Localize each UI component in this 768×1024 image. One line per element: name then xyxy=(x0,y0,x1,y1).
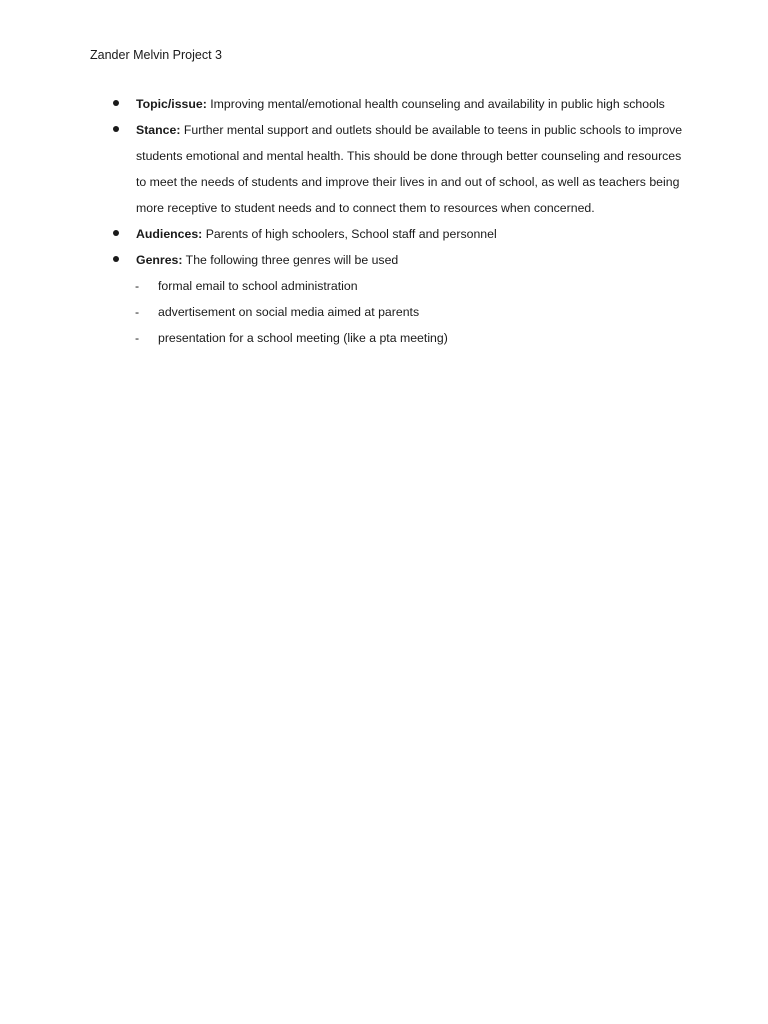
bullet-audiences xyxy=(0,221,684,247)
bullet-dot-icon xyxy=(113,230,119,236)
dash-marker: - xyxy=(135,305,140,319)
dash-marker: - xyxy=(135,279,140,293)
bullet-text: Parents of high schoolers, School staff and personnel xyxy=(202,227,497,241)
genre-text: formal email to school administration xyxy=(158,279,358,293)
bullet-label: Stance: xyxy=(136,123,181,137)
genre-item xyxy=(0,299,684,325)
bullet-text: Improving mental/emotional health counseling and availability in public high schools xyxy=(206,97,665,111)
bullet-text: Further mental support and outlets should be available to teens in public schools to improve students emotional and mental health. This should be done through better counseling and resources to meet the needs of students and improve their lives in and out of school, as well as teachers being more receptive to student needs and to connect them to resources when concerned. xyxy=(136,123,683,215)
bullet-dot-icon xyxy=(113,256,119,262)
genre-text: presentation for a school meeting (like a pta meeting) xyxy=(158,331,448,345)
genre-text: advertisement on social media aimed at parents xyxy=(158,305,420,319)
bullet-label: Genres: xyxy=(136,253,183,267)
bullet-dot-icon xyxy=(113,100,119,106)
genre-list xyxy=(0,273,684,351)
dash-marker: - xyxy=(135,331,140,345)
bullet-label: Topic/issue: xyxy=(136,97,207,111)
bullet-label: Audiences: xyxy=(136,227,203,241)
genre-item xyxy=(0,325,684,351)
bullet-list xyxy=(0,91,768,351)
bullet-topic xyxy=(0,91,684,117)
document-header: Zander Melvin Project 3 xyxy=(90,48,223,62)
genre-item xyxy=(0,273,684,299)
bullet-dot-icon xyxy=(113,126,119,132)
bullet-stance xyxy=(0,117,684,221)
bullet-text: The following three genres will be used xyxy=(182,253,399,267)
bullet-genres xyxy=(0,247,684,351)
